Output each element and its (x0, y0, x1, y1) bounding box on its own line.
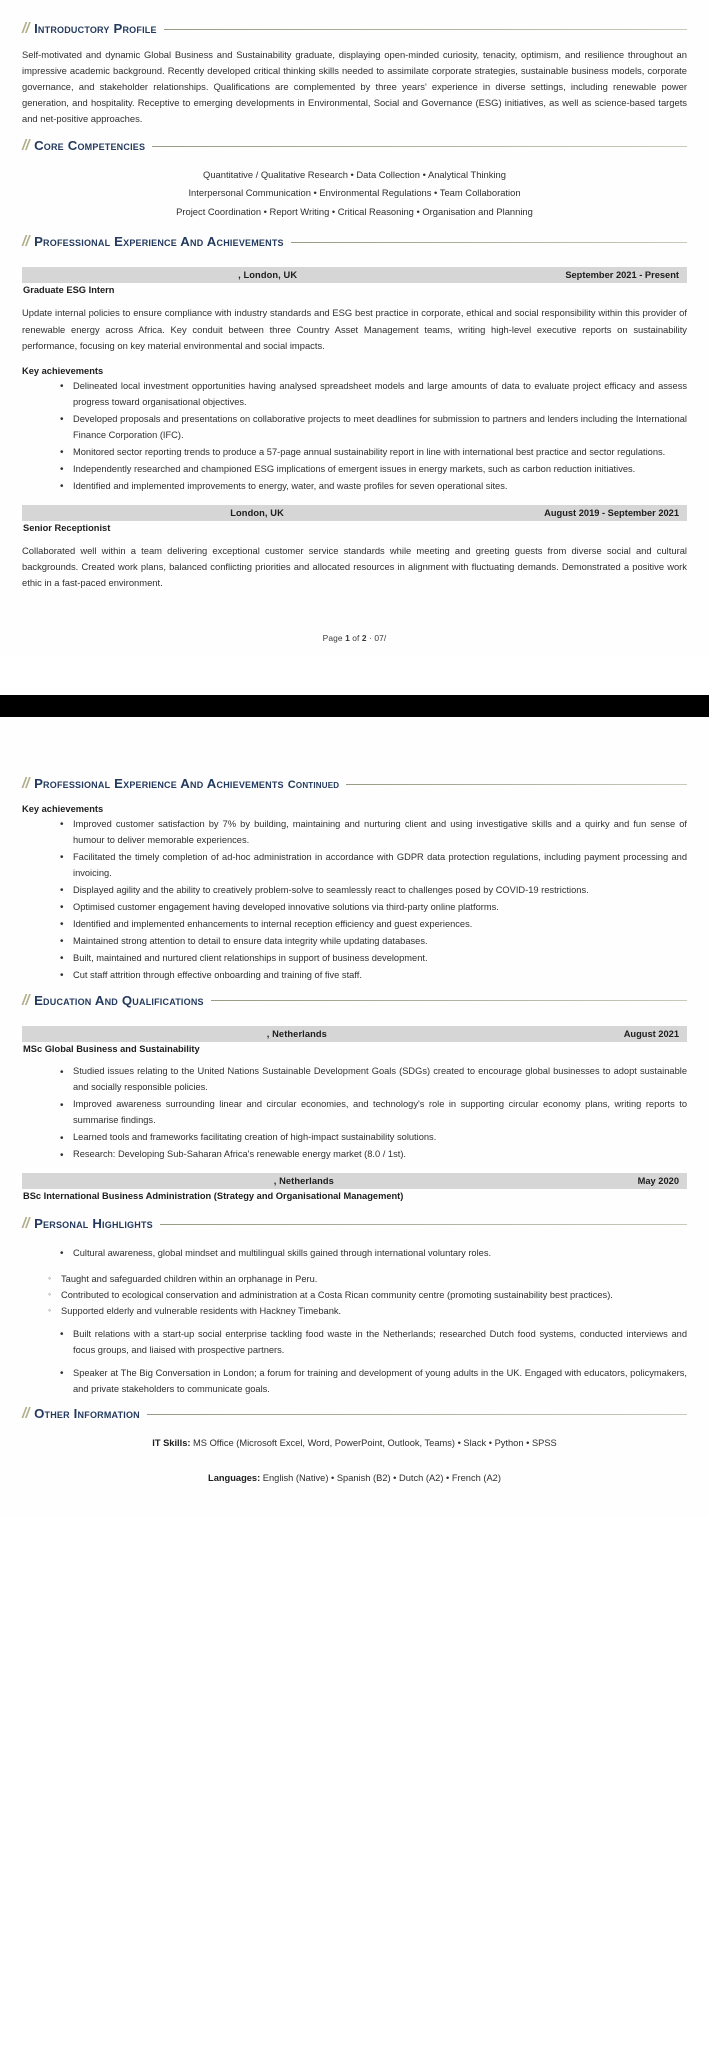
achievement-item: • Displayed agility and the ability to creatively problem-solve to seamlessly react to challenges posed by COVID-19 restrictions. (60, 883, 687, 899)
section-rule (211, 1000, 687, 1001)
education-bullets-list (22, 1064, 687, 1163)
section-header-other-information (22, 1407, 687, 1422)
education-bullet: • Studied issues relating to the United Nations Sustainable Development Goals (SDGs) created to encourage global businesses to adopt sustainable and socially responsible policies. (60, 1064, 687, 1096)
education-entry-bar (22, 1026, 687, 1042)
page-separator-bar (0, 695, 709, 717)
job-title: Graduate ESG Intern (23, 285, 115, 296)
key-achievements-list (22, 817, 687, 984)
section-title-continued-suffix: Continued (287, 778, 340, 791)
key-achievements-label: Key achievements (22, 803, 104, 814)
footer-current-page: 1 (345, 633, 350, 644)
languages-value: English (Native) • Spanish (B2) • Dutch (A2) • French (A2) (260, 1472, 501, 1483)
highlight-item: • Built relations with a start-up social enterprise tackling food waste in the Netherlands; researched Dutch food systems, conducted interviews and focus groups, and liaised with prospective partners. (60, 1327, 687, 1359)
section-header-professional-experience (22, 235, 687, 250)
education-bullet: • Improved awareness surrounding linear and circular economies, and technology's role in supporting circular economy plans, writing reports to summarise findings. (60, 1097, 687, 1129)
footer-page-prefix: Page (322, 633, 346, 644)
experience-entry-bar (22, 505, 687, 521)
competency-line: Interpersonal Communication • Environmental Regulations • Team Collaboration (188, 187, 521, 199)
core-competencies-list (22, 166, 687, 221)
slash-marker-icon: // (22, 1216, 30, 1233)
highlight-subitem: ◦ Contributed to ecological conservation and administration at a Costa Rican community centre (promoting sustainability best practices). (48, 1288, 687, 1304)
slash-marker-icon: // (22, 776, 30, 793)
section-rule (152, 146, 687, 147)
section-title-professional-experience-continued: Professional Experience And Achievements (34, 776, 284, 792)
section-header-personal-highlights (22, 1217, 687, 1232)
section-title-education: Education And Qualifications (34, 992, 204, 1008)
highlight-item: • Cultural awareness, global mindset and multilingual skills gained through international voluntary roles. (60, 1246, 687, 1262)
highlight-subitem: ◦ Supported elderly and vulnerable residents with Hackney Timebank. (48, 1304, 687, 1320)
qualification-title: MSc Global Business and Sustainability (23, 1044, 200, 1055)
job-title: Senior Receptionist (23, 522, 111, 533)
section-header-education (22, 994, 687, 1009)
section-title-core-competencies: Core Competencies (34, 138, 146, 154)
page-gap-top (0, 657, 709, 695)
page-footer (22, 633, 687, 643)
job-summary: Update internal policies to ensure compliance with industry standards and ESG best practice in corporate, ethical and social responsibility within this provider of renewable energy across Africa. Key conduit between three Country Asset Management teams, writing high-level executive reports on sustainability performance, focusing on key material environmental and social impacts. (22, 307, 687, 351)
section-rule (147, 1414, 687, 1415)
highlight-subitem: ◦ Taught and safeguarded children within an orphanage in Peru. (48, 1272, 687, 1288)
section-rule (291, 242, 687, 243)
cv-page-1 (0, 0, 709, 657)
it-skills-line (22, 1436, 687, 1452)
achievement-item: • Delineated local investment opportunities having analysed spreadsheet models and large amounts of data to evaluate project efficacy and assess progress toward organisational objectives. (60, 379, 687, 411)
achievement-item: • Identified and implemented improvements to energy, water, and waste profiles for seven operational sites. (60, 479, 687, 495)
section-title-introductory-profile: Introductory Profile (34, 21, 157, 36)
qualification-title: BSc International Business Administration (Strategy and Organisational Management) (23, 1191, 404, 1202)
cv-page-2 (0, 717, 709, 1516)
achievement-item: • Maintained strong attention to detail to ensure data integrity while updating databases. (60, 934, 687, 950)
highlight-item: • Speaker at The Big Conversation in London; a forum for training and development of young adults in the UK. Engaged with educators, policymakers, and private stakeholders to communicate goals. (60, 1366, 687, 1398)
section-title-other-information: Other Information (34, 1406, 140, 1422)
competency-line: Quantitative / Qualitative Research • Data Collection • Analytical Thinking (203, 168, 506, 180)
achievement-item: • Built, maintained and nurtured client relationships in support of business development. (60, 951, 687, 967)
education-bullet: • Research: Developing Sub-Saharan Africa's renewable energy market (8.0 / 1st). (60, 1147, 687, 1163)
achievement-item: • Developed proposals and presentations on collaborative projects to meet deadlines for submission to partners and lenders including the International Finance Corporation (IFC). (60, 412, 687, 444)
introductory-profile-paragraph: Self-motivated and dynamic Global Business and Sustainability graduate, displaying open-minded curiosity, tenacity, optimism, and resilience throughout an impressive academic background. Recently developed critical thinking skills needed to assimilate corporate strategies, sustainable business models, corporate governance, and stakeholder relationships. Qualifications are complemented by three years' experience in diverse settings, including renewable power generation, and hospitality. Receptive to emerging developments in Environmental, Social and Governance (ESG) initiatives, as well as science-based targets and net-positive approaches. (22, 48, 687, 125)
footer-page-middle: of (349, 633, 362, 644)
employer-name: , London, UK (238, 270, 298, 281)
footer-total-pages: 2 (361, 633, 367, 644)
section-rule (164, 29, 687, 30)
achievement-item: • Independently researched and championed ESG implications of emergent issues in energy markets, such as carbon reduction initiatives. (60, 462, 687, 478)
slash-marker-icon: // (22, 1406, 30, 1423)
education-bullet: • Learned tools and frameworks facilitating creation of high-impact sustainability solutions. (60, 1130, 687, 1146)
employment-dates: August 2019 - September 2021 (544, 507, 679, 518)
achievement-item: • Optimised customer engagement having developed innovative solutions via third-party online platforms. (60, 900, 687, 916)
section-header-core-competencies (22, 139, 687, 154)
achievement-item: • Identified and implemented enhancements to internal reception efficiency and guest experiences. (60, 917, 687, 933)
it-skills-value: MS Office (Microsoft Excel, Word, PowerPoint, Outlook, Teams) • Slack • Python • SPSS (190, 1438, 557, 1448)
section-rule (346, 784, 687, 785)
section-rule (160, 1224, 687, 1225)
languages-label: Languages: (208, 1472, 261, 1483)
section-header-introductory-profile (22, 22, 687, 37)
key-achievements-list (22, 379, 687, 495)
languages-line (22, 1471, 687, 1487)
section-title-professional-experience: Professional Experience And Achievements (34, 233, 284, 249)
footer-page-suffix: · 07/ (366, 633, 387, 644)
slash-marker-icon: // (22, 233, 30, 250)
slash-marker-icon: // (22, 21, 30, 37)
section-header-professional-experience-continued (22, 777, 687, 792)
key-achievements-label: Key achievements (22, 365, 104, 376)
personal-highlights-sublist (22, 1272, 687, 1320)
education-date: August 2021 (623, 1029, 679, 1040)
institution-name: , Netherlands (273, 1176, 334, 1187)
section-title-personal-highlights: Personal Highlights (34, 1216, 153, 1232)
achievement-item: • Facilitated the timely completion of ad-hoc administration in accordance with GDPR data protection regulations, including payment processing and invoicing. (60, 850, 687, 882)
personal-highlights-list (22, 1327, 687, 1398)
education-entry-bar (22, 1173, 687, 1189)
achievement-item: • Cut staff attrition through effective onboarding and training of five staff. (60, 968, 687, 984)
employer-name: London, UK (230, 507, 284, 518)
achievement-item: • Improved customer satisfaction by 7% by building, maintaining and nurturing client and using investigative skills and a quirky and fun sense of humour to deliver memorable experiences. (60, 817, 687, 849)
job-summary: Collaborated well within a team delivering exceptional customer service standards while meeting and greeting guests from diverse social and cultural backgrounds. Created work plans, balanced conflicting priorities and allocated resources in alignment with fluctuating demands. Demonstrated a positive work ethic in a fast-paced environment. (22, 544, 687, 589)
education-date: May 2020 (637, 1176, 679, 1187)
slash-marker-icon: // (22, 138, 30, 155)
it-skills-label: IT Skills: (152, 1438, 191, 1448)
employment-dates: September 2021 - Present (565, 270, 679, 281)
slash-marker-icon: // (22, 992, 30, 1009)
achievement-item: • Monitored sector reporting trends to produce a 57-page annual sustainability report in line with international best practice and sector regulations. (60, 445, 687, 461)
experience-entry-bar (22, 267, 687, 283)
personal-highlights-list (22, 1246, 687, 1262)
competency-line: Project Coordination • Report Writing • Critical Reasoning • Organisation and Planning (176, 205, 533, 217)
institution-name: , Netherlands (266, 1029, 327, 1040)
